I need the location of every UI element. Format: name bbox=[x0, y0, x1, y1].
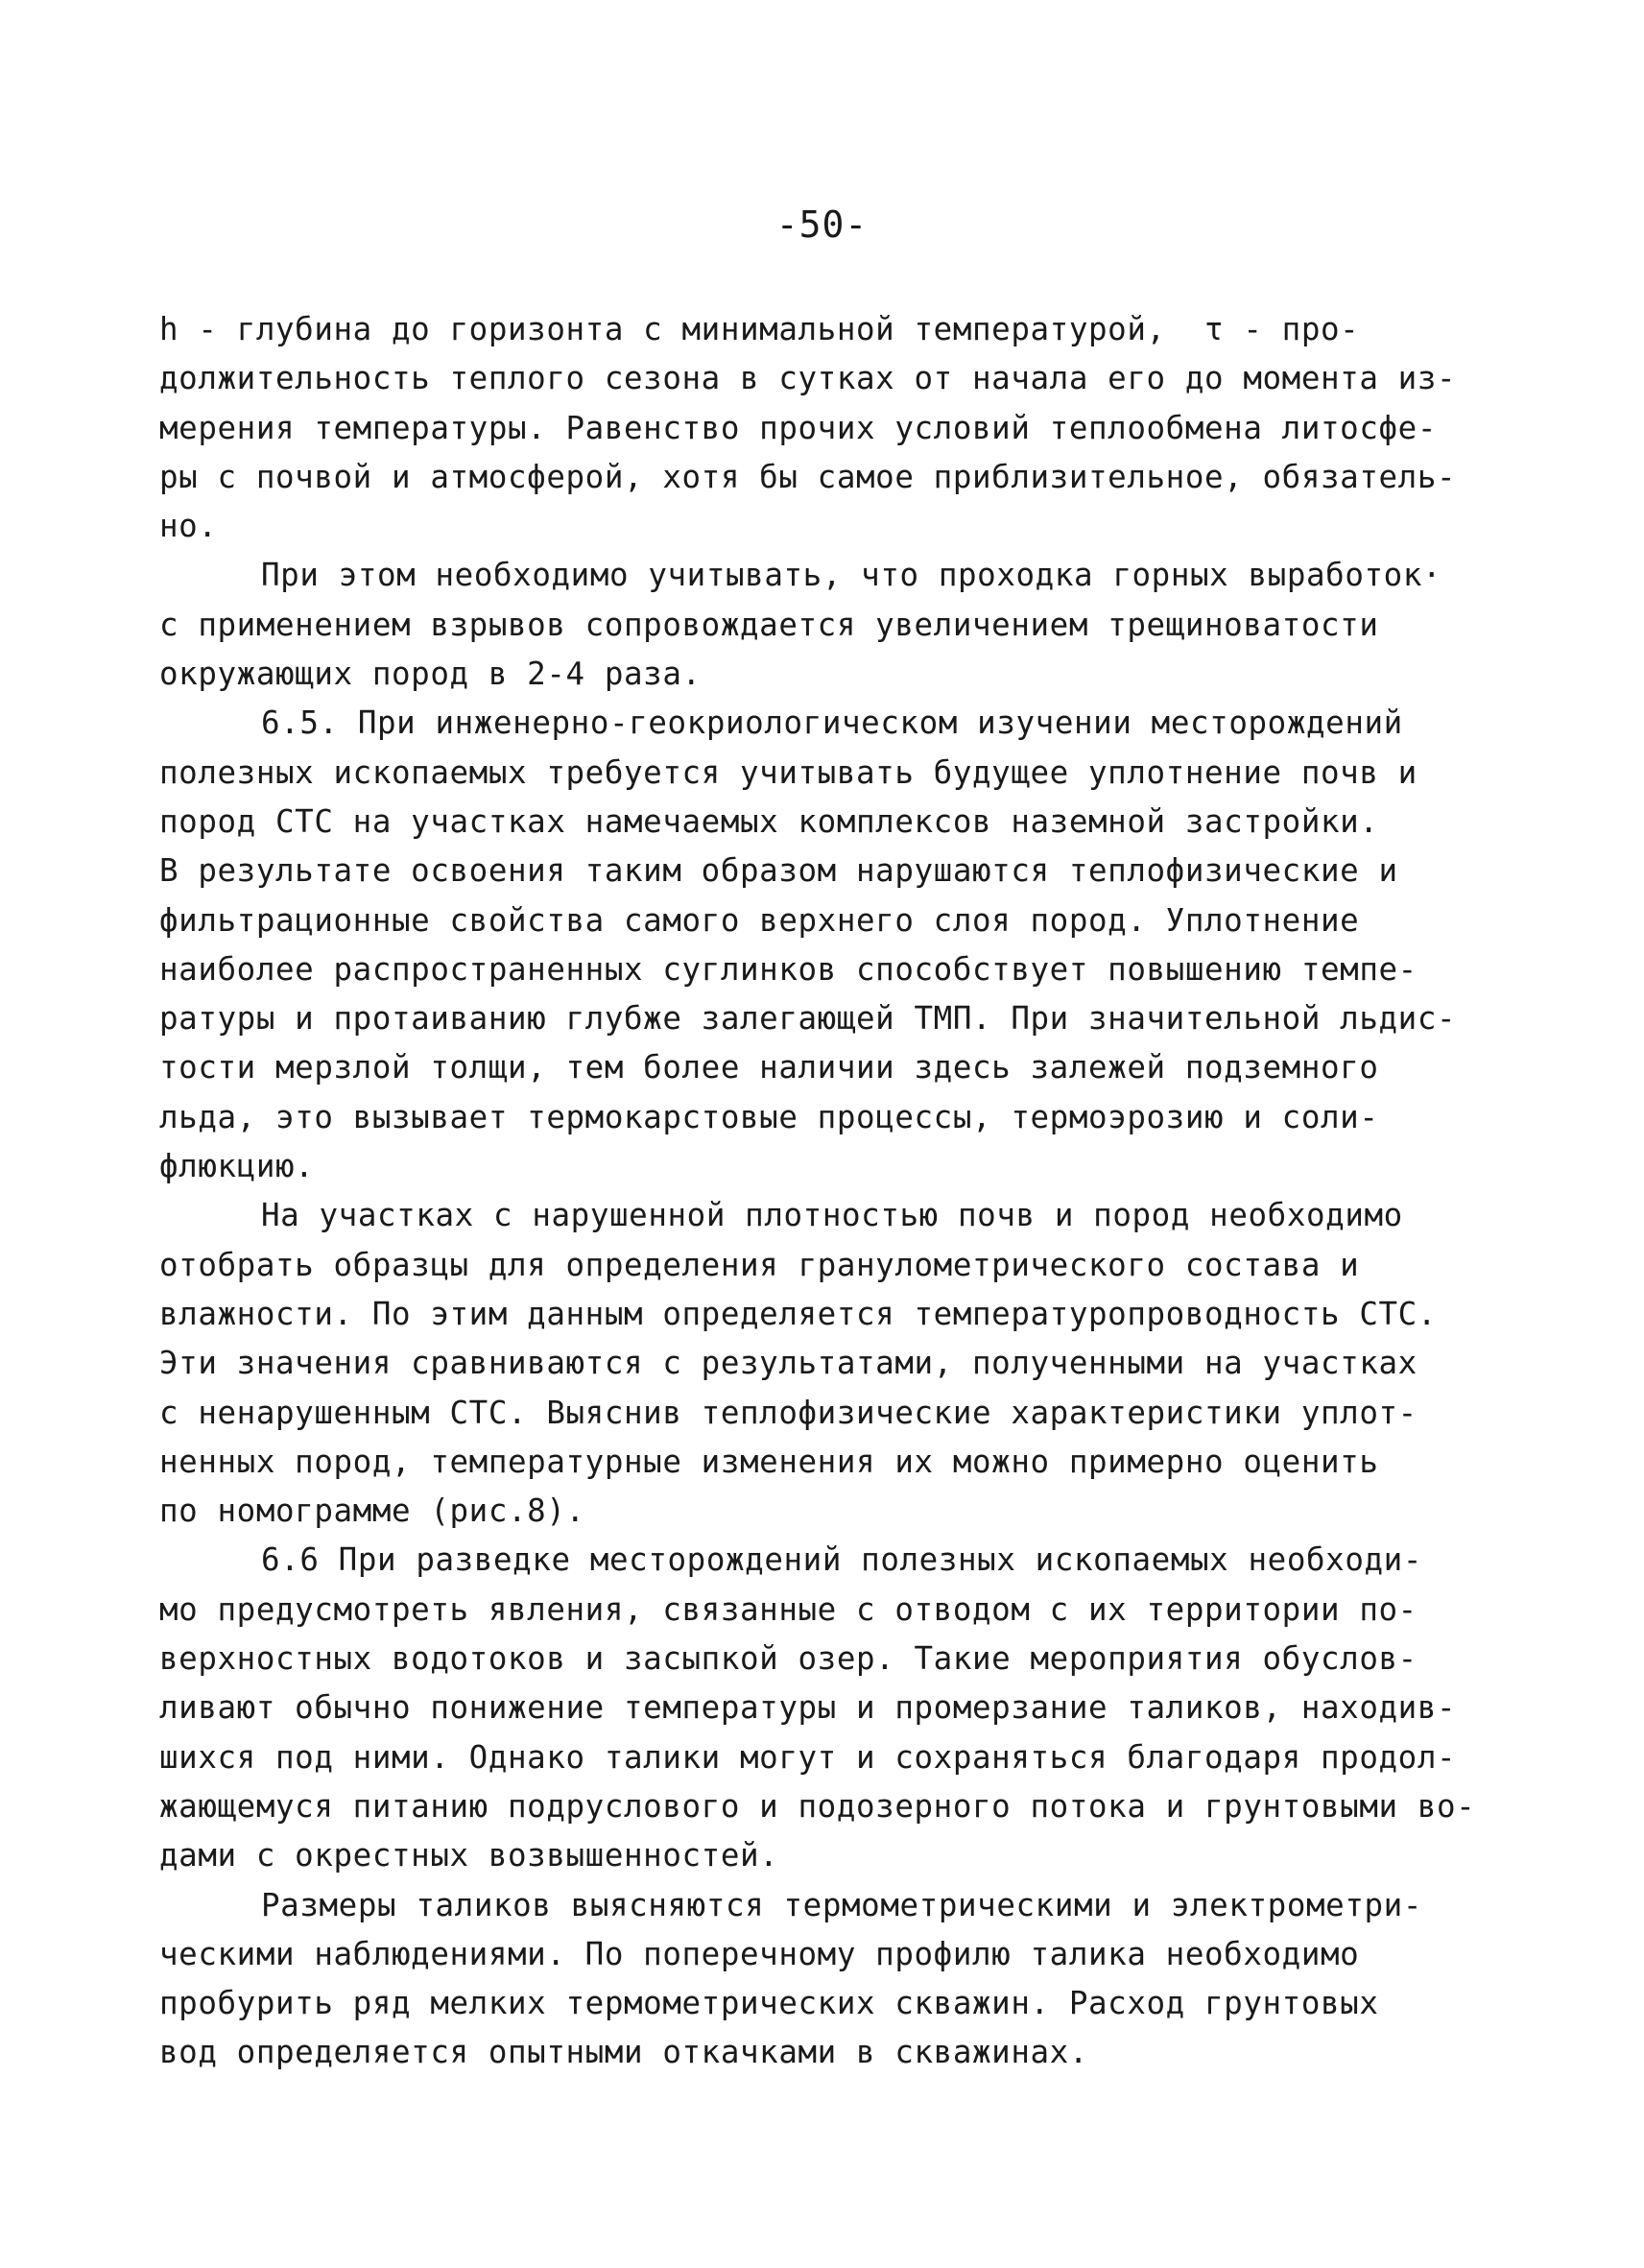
text-line: пробурить ряд мелких термометрических скважин. Расход грунтовых bbox=[159, 1985, 1379, 2022]
text-line: ры с почвой и атмосферой, хотя бы самое приблизительное, обязатель- bbox=[159, 458, 1457, 495]
text-line: шихся под ними. Однако талики могут и сохраняться благодаря продол- bbox=[159, 1738, 1457, 1776]
text-line: льда, это вызывает термокарстовые процессы, термоэрозию и соли- bbox=[159, 1098, 1379, 1135]
text-line: влажности. По этим данным определяется температуропроводность СТС. bbox=[159, 1295, 1437, 1332]
text-line: пород СТС на участках намечаемых комплексов наземной застройки. bbox=[159, 802, 1379, 840]
text-line: с применением взрывов сопровождается увеличением трещиноватости bbox=[159, 606, 1379, 643]
text-line: Эти значения сравниваются с результатами, полученными на участках bbox=[159, 1345, 1418, 1382]
text-line: фильтрационные свойства самого верхнего слоя пород. Уплотнение bbox=[159, 901, 1360, 939]
text-line: должительность теплого сезона в сутках от начала его до момента из- bbox=[159, 360, 1457, 397]
text-line: мо предусмотреть явления, связанные с отводом с их территории по- bbox=[159, 1590, 1418, 1628]
text-line: с ненарушенным СТС. Выяснив теплофизические характеристики уплот- bbox=[159, 1394, 1418, 1431]
text-line: На участках с нарушенной плотностью почв и пород необходимо bbox=[261, 1197, 1403, 1234]
text-line: В результате освоения таким образом нарушаются теплофизические и bbox=[159, 852, 1398, 890]
text-line: полезных ископаемых требуется учитывать будущее уплотнение почв и bbox=[159, 753, 1418, 791]
text-line: вод определяется опытными откачками в скважинах. bbox=[159, 2034, 1088, 2071]
text-line: ненных пород, температурные изменения их можно примерно оценить bbox=[159, 1443, 1379, 1480]
text-line: ливают обычно понижение температуры и промерзание таликов, находив- bbox=[159, 1689, 1457, 1727]
text-line: флюкцию. bbox=[159, 1148, 315, 1185]
text-line: но. bbox=[159, 508, 218, 545]
text-line: Размеры таликов выясняются термометрическими и электрометри- bbox=[261, 1886, 1422, 1923]
text-line: верхностных водотоков и засыпкой озер. Такие мероприятия обуслов- bbox=[159, 1640, 1418, 1678]
text-line: мерения температуры. Равенство прочих условий теплообмена литосфе- bbox=[159, 409, 1437, 446]
text-line: ратуры и протаиванию глубже залегающей ТМП. При значительной льдис- bbox=[159, 1000, 1457, 1038]
text-line: окружающих пород в 2-4 раза. bbox=[159, 656, 702, 693]
text-line: жающемуся питанию подруслового и подозерного потока и грунтовыми во- bbox=[159, 1787, 1476, 1825]
text-line: 6.6 При разведке месторождений полезных ископаемых необходи- bbox=[261, 1541, 1422, 1579]
text-line: 6.5. При инженерно-геокриологическом изучении месторождений bbox=[261, 704, 1403, 742]
text-line: наиболее распространенных суглинков способствует повышению темпе- bbox=[159, 950, 1418, 988]
text-line: по номограмме (рис.8). bbox=[159, 1492, 585, 1530]
text-line: ческими наблюдениями. По поперечному профилю талика необходимо bbox=[159, 1935, 1360, 1972]
text-line: отобрать образцы для определения гранулометрического состава и bbox=[159, 1246, 1360, 1283]
text-line: h - глубина до горизонта с минимальной температурой, τ - про- bbox=[159, 311, 1360, 347]
page-number: -50- bbox=[775, 203, 869, 246]
text-line: При этом необходимо учитывать, что проходка горных выработок· bbox=[261, 557, 1442, 594]
body-text bbox=[159, 305, 1503, 2078]
text-line: тости мерзлой толщи, тем более наличии здесь залежей подземного bbox=[159, 1049, 1379, 1086]
text-line: дами с окрестных возвышенностей. bbox=[159, 1837, 779, 1874]
